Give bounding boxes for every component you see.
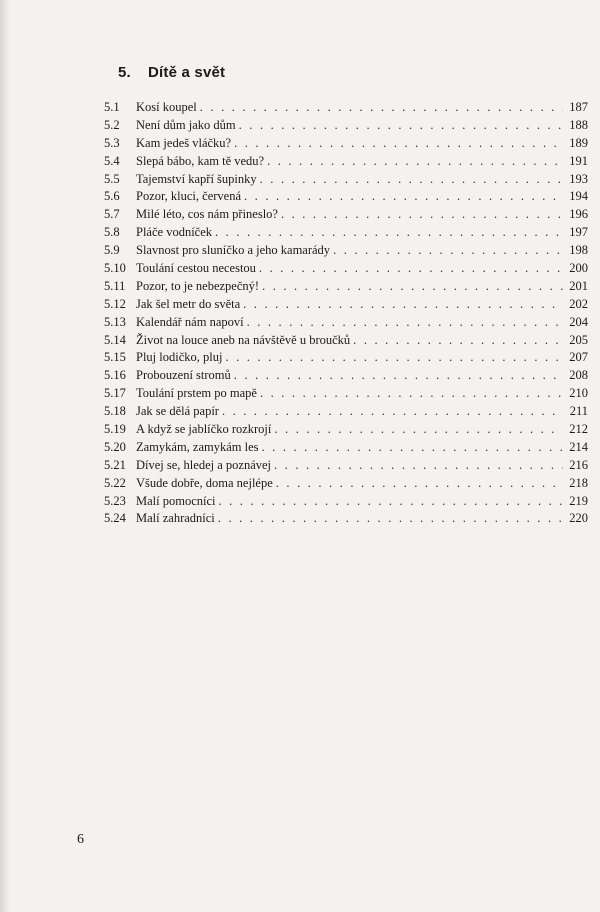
toc-entry-number: 5.13 bbox=[104, 314, 126, 329]
toc-entry-number: 5.24 bbox=[104, 511, 126, 526]
toc-entry-title: Zamykám, zamykám les bbox=[136, 439, 259, 454]
toc-entry-number: 5.15 bbox=[104, 350, 126, 365]
toc-leader-dots bbox=[200, 99, 563, 117]
toc-entry-title: Není dům jako dům bbox=[136, 117, 236, 132]
page-number: 6 bbox=[77, 832, 84, 847]
toc-entry-number: 5.12 bbox=[104, 296, 126, 311]
toc-leader-dots bbox=[215, 224, 563, 242]
chapter-title: Dítě a svět bbox=[148, 64, 226, 81]
toc-entry bbox=[104, 188, 588, 206]
toc-entry-page: 198 bbox=[569, 243, 588, 258]
toc-entry bbox=[104, 403, 588, 421]
toc-entry-title: Slavnost pro sluníčko a jeho kamarády bbox=[136, 243, 331, 258]
table-of-contents bbox=[104, 99, 588, 528]
toc-entry-number: 5.16 bbox=[104, 368, 126, 383]
toc-entry bbox=[104, 314, 588, 332]
toc-entry-page: 193 bbox=[569, 171, 588, 186]
toc-entry-page: 207 bbox=[569, 350, 588, 365]
toc-entry-page: 187 bbox=[569, 100, 588, 114]
toc-entry bbox=[104, 278, 588, 296]
toc-entry bbox=[104, 224, 588, 242]
toc-entry-page: 189 bbox=[569, 135, 588, 150]
toc-entry-title: Pozor, to je nebezpečný! bbox=[136, 278, 260, 293]
toc-leader-dots bbox=[260, 171, 563, 189]
toc-entry-title: Pluj lodičko, pluj bbox=[136, 350, 223, 365]
toc-entry-number: 5.11 bbox=[104, 278, 126, 293]
chapter-number: 5. bbox=[118, 64, 131, 81]
toc-entry-number: 5.5 bbox=[104, 171, 120, 186]
toc-entry-number: 5.22 bbox=[104, 475, 126, 490]
toc-leader-dots bbox=[244, 188, 563, 206]
toc-leader-dots bbox=[222, 403, 563, 421]
toc-entry bbox=[104, 349, 588, 367]
toc-entry-number: 5.1 bbox=[104, 100, 120, 114]
toc-entry bbox=[104, 242, 588, 260]
toc-entry-page: 220 bbox=[569, 511, 588, 526]
toc-entry-number: 5.9 bbox=[104, 243, 120, 258]
toc-entry-title: Kalendář nám napoví bbox=[136, 314, 244, 329]
toc-entry-page: 214 bbox=[569, 439, 588, 454]
toc-entry-number: 5.3 bbox=[104, 135, 120, 150]
toc-leader-dots bbox=[218, 510, 563, 528]
toc-entry-page: 208 bbox=[569, 368, 588, 383]
toc-entry-number: 5.7 bbox=[104, 207, 120, 222]
toc-entry-page: 219 bbox=[569, 493, 588, 508]
toc-entry-number: 5.2 bbox=[104, 117, 120, 132]
toc-entry-title: A když se jablíčko rozkrojí bbox=[136, 422, 272, 437]
toc-entry bbox=[104, 421, 588, 439]
toc-entry-title: Jak šel metr do světa bbox=[136, 296, 241, 311]
toc-entry-title: Kam jedeš vláčku? bbox=[136, 135, 232, 150]
toc-entry bbox=[104, 296, 588, 314]
toc-entry-title: Malí zahradníci bbox=[136, 511, 215, 526]
toc-leader-dots bbox=[234, 367, 563, 385]
toc-entry-page: 210 bbox=[569, 386, 588, 401]
toc-entry-title: Pláče vodníček bbox=[136, 225, 213, 240]
toc-entry-page: 188 bbox=[569, 117, 588, 132]
toc-leader-dots bbox=[262, 439, 563, 457]
toc-entry bbox=[104, 117, 588, 135]
toc-leader-dots bbox=[239, 117, 563, 135]
toc-entry-number: 5.4 bbox=[104, 153, 120, 168]
toc-leader-dots bbox=[267, 153, 563, 171]
toc-leader-dots bbox=[219, 493, 564, 511]
toc-entry-number: 5.23 bbox=[104, 493, 126, 508]
page-edge bbox=[0, 0, 10, 912]
toc-entry-page: 196 bbox=[569, 207, 588, 222]
toc-leader-dots bbox=[259, 260, 563, 278]
toc-entry-number: 5.21 bbox=[104, 457, 126, 472]
toc-entry-page: 202 bbox=[569, 296, 588, 311]
toc-entry bbox=[104, 260, 588, 278]
toc-entry bbox=[104, 367, 588, 385]
toc-entry-title: Slepá bábo, kam tě vedu? bbox=[136, 153, 265, 168]
toc-entry-title: Pozor, kluci, červená bbox=[136, 189, 242, 204]
toc-entry bbox=[104, 206, 588, 224]
toc-entry-number: 5.20 bbox=[104, 439, 126, 454]
toc-entry-title: Kosí koupel bbox=[136, 100, 197, 114]
toc-entry bbox=[104, 135, 588, 153]
toc-entry-title: Milé léto, cos nám přineslo? bbox=[136, 207, 278, 222]
toc-entry-number: 5.17 bbox=[104, 386, 126, 401]
toc-entry-page: 204 bbox=[569, 314, 588, 329]
toc-leader-dots bbox=[276, 475, 563, 493]
toc-entry-title: Malí pomocníci bbox=[136, 493, 216, 508]
toc-entry-title: Všude dobře, doma nejlépe bbox=[136, 475, 273, 490]
toc-entry-number: 5.6 bbox=[104, 189, 120, 204]
toc-entry-page: 205 bbox=[569, 332, 588, 347]
toc-entry-title: Toulání cestou necestou bbox=[136, 261, 256, 276]
toc-entry-page: 201 bbox=[569, 278, 588, 293]
chapter-heading bbox=[118, 64, 225, 81]
toc-entry-title: Dívej se, hledej a poznávej bbox=[136, 457, 272, 472]
toc-entry-number: 5.14 bbox=[104, 332, 126, 347]
toc-entry-title: Jak se dělá papír bbox=[136, 404, 219, 419]
toc-entry-title: Probouzení stromů bbox=[136, 368, 231, 383]
toc-entry bbox=[104, 332, 588, 350]
toc-entry-page: 200 bbox=[569, 261, 588, 276]
toc-entry-title: Toulání prstem po mapě bbox=[136, 386, 257, 401]
toc-leader-dots bbox=[333, 242, 563, 260]
toc-entry-title: Život na louce aneb na návštěvě u broučků bbox=[136, 332, 351, 347]
toc-leader-dots bbox=[353, 332, 563, 350]
toc-entry-page: 216 bbox=[569, 457, 588, 472]
toc-entry-number: 5.8 bbox=[104, 225, 120, 240]
toc-entry-page: 191 bbox=[569, 153, 588, 168]
toc-entry bbox=[104, 475, 588, 493]
toc-entry bbox=[104, 99, 588, 117]
toc-entry-number: 5.18 bbox=[104, 404, 126, 419]
toc-entry-page: 218 bbox=[569, 475, 588, 490]
toc-entry bbox=[104, 171, 588, 189]
toc-leader-dots bbox=[274, 457, 563, 475]
toc-leader-dots bbox=[281, 206, 563, 224]
toc-entry-page: 212 bbox=[569, 422, 588, 437]
toc-entry-title: Tajemství kapří šupinky bbox=[136, 171, 257, 186]
toc-entry-page: 211 bbox=[569, 404, 588, 419]
toc-leader-dots bbox=[234, 135, 563, 153]
toc-leader-dots bbox=[225, 349, 563, 367]
toc-entry-page: 194 bbox=[569, 189, 588, 204]
toc-entry-number: 5.10 bbox=[104, 261, 126, 276]
toc-leader-dots bbox=[262, 278, 563, 296]
toc-entry bbox=[104, 493, 588, 511]
toc-entry bbox=[104, 510, 588, 528]
toc-leader-dots bbox=[274, 421, 563, 439]
toc-entry bbox=[104, 153, 588, 171]
toc-leader-dots bbox=[247, 314, 563, 332]
toc-entry-number: 5.19 bbox=[104, 422, 126, 437]
toc-entry bbox=[104, 457, 588, 475]
toc-leader-dots bbox=[260, 385, 563, 403]
toc-entry bbox=[104, 385, 588, 403]
toc-entry bbox=[104, 439, 588, 457]
toc-leader-dots bbox=[243, 296, 563, 314]
toc-entry-page: 197 bbox=[569, 225, 588, 240]
